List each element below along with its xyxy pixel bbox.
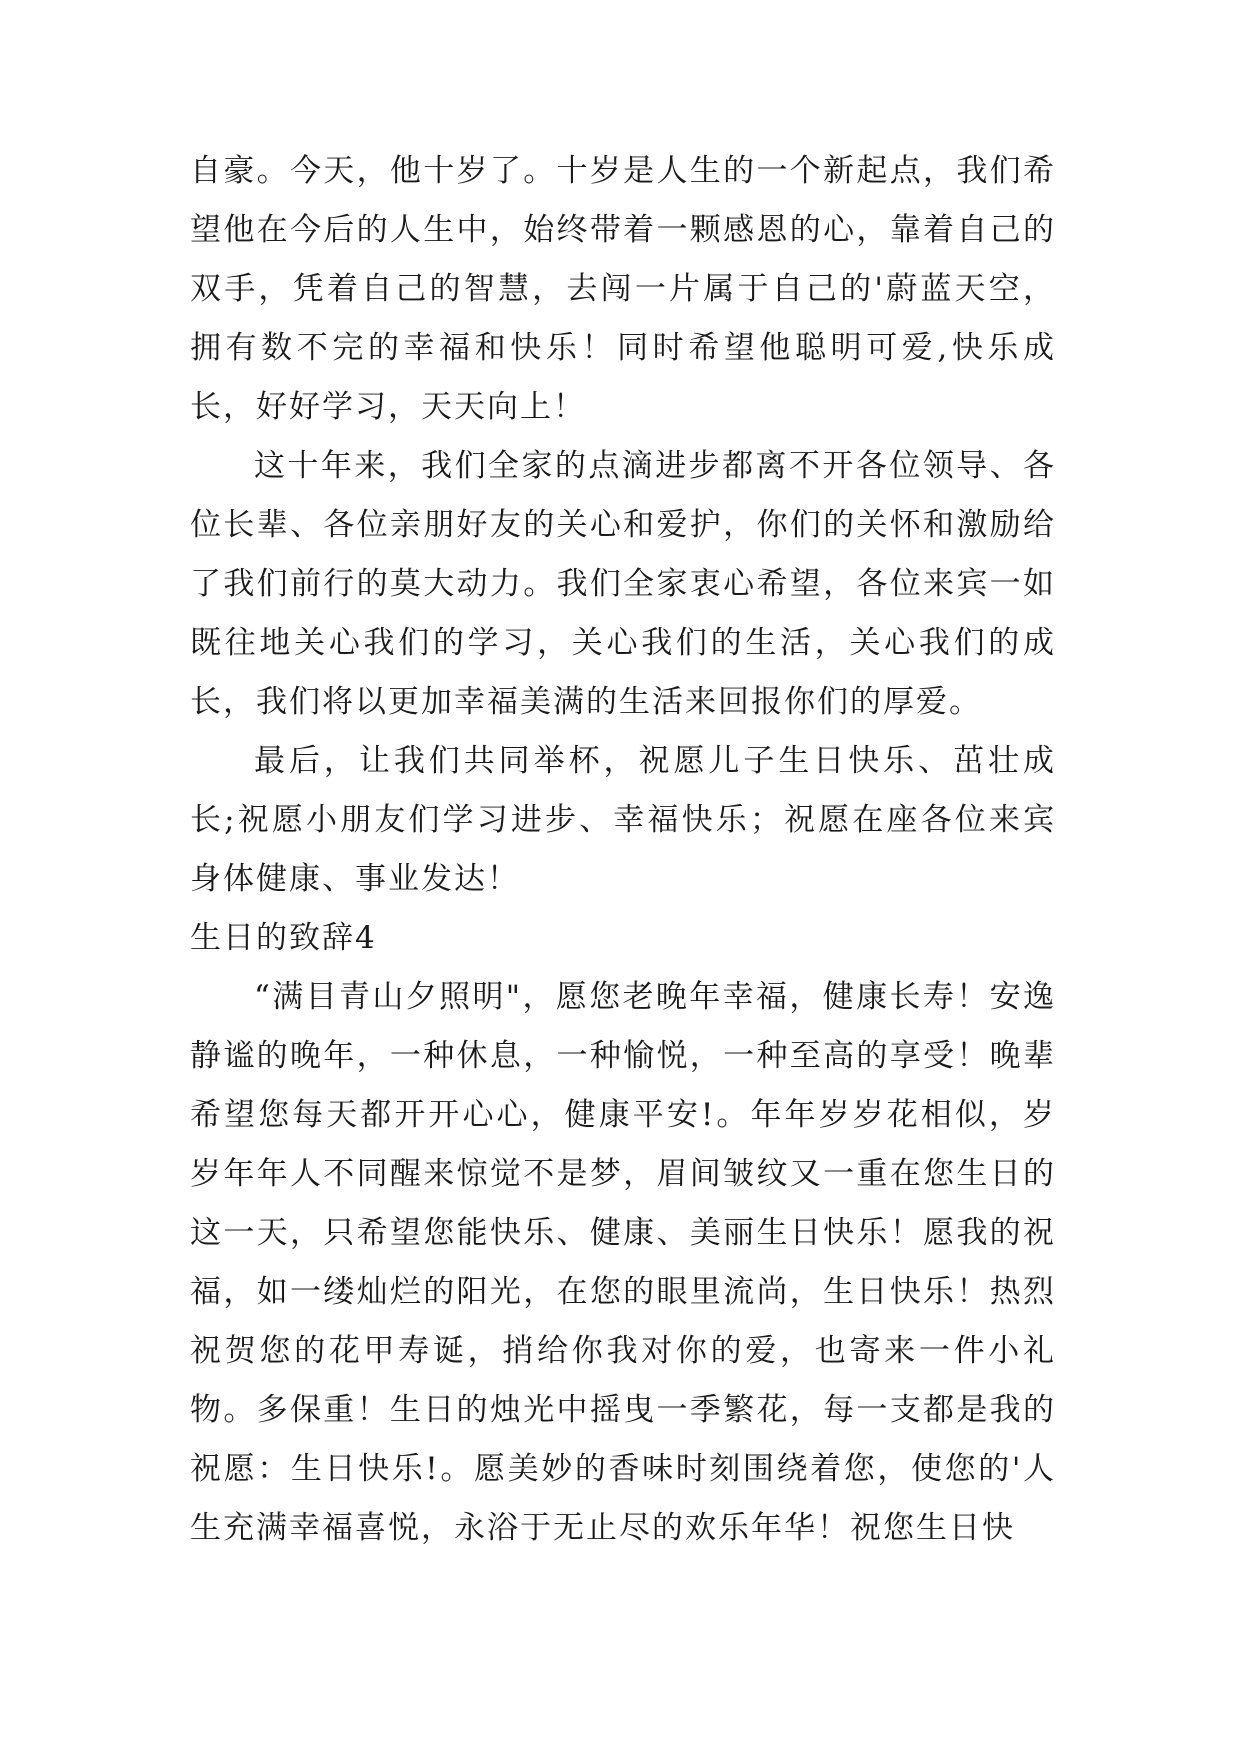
paragraph-3: 最后，让我们共同举杯，祝愿儿子生日快乐、茁壮成长;祝愿小朋友们学习进步、幸福快乐；祝愿在座各位来宾身体健康、事业发达！ [190,743,1056,897]
paragraph-1: 自豪。今天，他十岁了。十岁是人生的一个新起点，我们希望他在今后的人生中，始终带着一颗感恩的心，靠着自己的双手，凭着自己的智慧，去闯一片属于自己的'蔚蓝天空，拥有数不完的幸福和快乐！同时希望他聪明可爱,快乐成长，好好学习，天天向上！ [190,153,1056,425]
paragraph-2: 这十年来，我们全家的点滴进步都离不开各位领导、各位长辈、各位亲朋好友的关心和爱护，你们的关怀和激励给了我们前行的莫大动力。我们全家衷心希望，各位来宾一如既往地关心我们的学习，关心我们的生活，关心我们的成长，我们将以更加幸福美满的生活来回报你们的厚爱。 [190,448,1056,720]
section-heading: 生日的致辞4 [190,920,377,956]
document-page [190,142,1056,1558]
paragraph-4: “满目青山夕照明"，愿您老晚年幸福，健康长寿！安逸静谧的晚年，一种休息，一种愉悦，一种至高的享受！晚辈希望您每天都开开心心，健康平安!。年年岁岁花相似，岁岁年年人不同醒来惊觉不是梦，眉间皱纹又一重在您生日的这一天，只希望您能快乐、健康、美丽生日快乐！愿我的祝福，如一缕灿烂的阳光，在您的眼里流尚，生日快乐！热烈祝贺您的花甲寿诞，捎给你我对你的爱，也寄来一件小礼物。多保重！生日的烛光中摇曳一季繁花，每一支都是我的祝愿：生日快乐!。愿美妙的香味时刻围绕着您，使您的'人生充满幸福喜悦，永浴于无止尽的欢乐年华！祝您生日快 [190,979,1056,1546]
